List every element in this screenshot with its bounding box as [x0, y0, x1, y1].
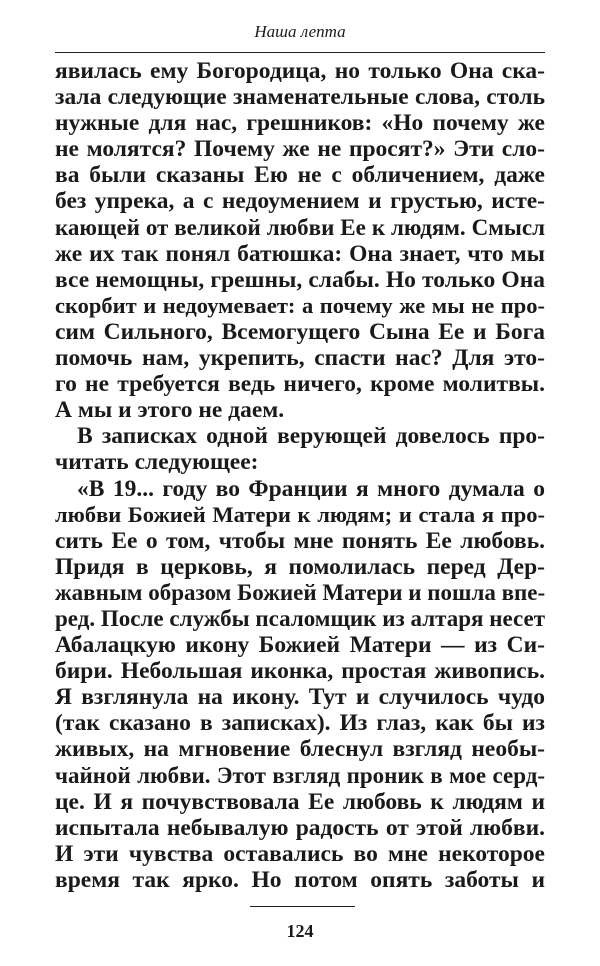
text-line: Абалацкую икону Божией Матери — из Си- — [55, 632, 545, 659]
text-line: скорбит и недоумевает: а почему же мы не про- — [55, 292, 545, 318]
header-rule — [55, 52, 545, 53]
text-line: В записках одной верующей довелось про- — [77, 423, 545, 450]
text-line: живых, на мгновение блеснул взгляд необы- — [55, 736, 545, 763]
text-line: чайной любви. Этот взгляд проник в мое серд- — [55, 762, 545, 788]
text-line: «В 19... году во Франции я много думала о — [77, 475, 545, 502]
page-number: 124 — [286, 921, 314, 941]
text-line: нужные для нас, грешников: «Но почему же — [55, 110, 545, 137]
text-line: время так ярко. Но потом опять заботы и — [55, 866, 545, 893]
page-body — [55, 58, 545, 893]
text-line: А мы и этого не даем. — [55, 397, 285, 424]
text-line: сить Ее о том, чтобы мне понять Ее любовь. — [55, 527, 545, 554]
text-line: же их так понял батюшка: Она знает, что мы — [55, 240, 545, 267]
text-line: любви Божией Матери к людям; и стала я про- — [55, 501, 545, 527]
text-line: явилась ему Богородица, но только Она ска- — [55, 58, 545, 84]
text-line: бири. Небольшая иконка, простая живопись. — [55, 658, 545, 685]
text-line: без упрека, а с недоумением и грустью, исте- — [55, 188, 545, 215]
text-line: И эти чувства оставались во мне некоторое — [55, 840, 545, 867]
text-line: не молятся? Почему же не просят?» Эти сло- — [55, 136, 545, 163]
text-line: жавным образом Божией Матери и пошла впе- — [55, 579, 546, 605]
running-header: Наша лепта — [254, 22, 346, 41]
text-line: читать следующее: — [55, 449, 259, 476]
text-line: испытала небывалую радость от этой любви. — [55, 814, 545, 841]
text-line: сим Сильного, Всемогущего Сына Ее и Бога — [55, 318, 545, 345]
footer-rule — [250, 906, 355, 907]
text-line: го не требуется ведь ничего, кроме молитвы. — [55, 371, 545, 398]
text-line: ред. После службы псаломщик из алтаря несет — [55, 605, 545, 631]
text-line: Придя в церковь, я помолилась перед Дер- — [55, 553, 545, 580]
text-line: ва были сказаны Ею не с обличением, даже — [55, 162, 545, 189]
text-line: зала следующие знаменательные слова, столь — [55, 84, 545, 111]
text-line: це. И я почувствовала Ее любовь к людям и — [55, 788, 545, 815]
text-line: все немощны, грешны, слабы. Но только Она — [55, 266, 545, 293]
text-line: кающей от великой любви Ее к людям. Смысл — [55, 214, 545, 240]
text-line: помочь нам, укрепить, спасти нас? Для это- — [55, 345, 545, 372]
text-line: Я взглянула на икону. Тут и случилось чудо — [55, 684, 545, 711]
text-line: (так сказано в записках). Из глаз, как бы из — [55, 710, 545, 737]
